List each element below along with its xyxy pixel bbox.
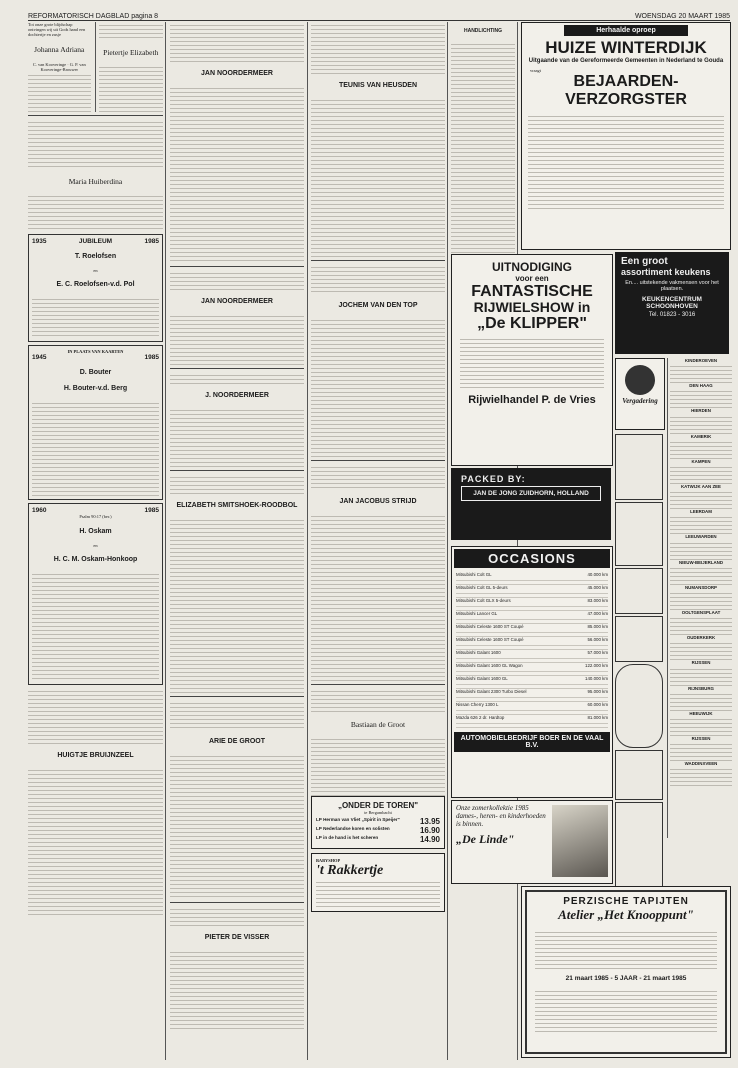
occasion-name: Mitsubishi Galant 2300 Turbo Diesel	[456, 689, 527, 694]
notice-title: IN PLAATS VAN KAARTEN	[67, 349, 124, 355]
jubilee-notice-1935	[28, 234, 163, 342]
text-block	[456, 681, 608, 689]
obituary-name: J. NOORDERMEER	[205, 392, 269, 399]
text-block	[99, 22, 163, 40]
church-location: NUMANSDORP	[685, 584, 717, 590]
church-location: KAMERIK	[690, 433, 712, 439]
text-block	[311, 22, 445, 74]
text-block	[170, 517, 304, 693]
text-block	[670, 615, 732, 635]
year-start: 1935	[32, 238, 47, 246]
ad-keukens	[615, 252, 729, 354]
text-block	[32, 296, 159, 338]
ad-subtitle: Uitgaande van de Gereformeerde Gemeenten in Nederland te Gouda	[528, 58, 724, 64]
column-rule	[165, 22, 166, 1060]
ad-babyshop	[311, 853, 445, 912]
obituary-name: HUIGTJE BRUIJNZEEL	[57, 751, 134, 759]
text-block	[456, 590, 608, 598]
ad-huize-winterdijk	[521, 22, 731, 250]
ad-line: dames-, heren- en kinderhoeden	[456, 812, 546, 820]
occasion-name: Mitsubishi Colt GLX 5-deurs	[456, 598, 511, 603]
text-block	[670, 464, 732, 484]
church-location: HIERDEN	[691, 408, 711, 414]
text-block	[528, 113, 724, 209]
text-block	[170, 313, 304, 365]
text-block	[535, 929, 717, 969]
column-obituaries-2	[311, 22, 445, 1060]
birth-parents: C. van Kooveringe · G. P. van Kooveringe-Brouwer	[32, 61, 86, 72]
text-block	[456, 603, 608, 611]
text-block	[311, 736, 445, 796]
church-location: RIJSSEN	[691, 660, 711, 666]
text-block	[456, 616, 608, 624]
ad-shop-name: KEUKENCENTRUM SCHOONHOVEN	[642, 296, 702, 310]
small-ad	[615, 568, 663, 614]
occasion-name: Mitsubishi Galant 1600 GL	[456, 676, 508, 681]
text-block	[535, 988, 717, 1032]
church-location: KAMPEN	[691, 458, 711, 464]
text-block	[670, 540, 732, 560]
text-block	[311, 97, 445, 257]
occasion-km: 95.000 km	[587, 689, 608, 694]
text-block	[670, 414, 732, 434]
text-block	[670, 388, 732, 408]
occasion-name: Mitsubishi Galant 1600 GL Wagon	[456, 663, 523, 668]
anniversary-notice-1945	[28, 345, 163, 500]
jubilee-name-2: E. C. Roelofsen-v.d. Pol	[56, 281, 135, 289]
text-block	[28, 193, 163, 231]
notice-title: JUBILEUM	[78, 238, 113, 246]
hat-photo	[552, 805, 608, 877]
ad-title: HUIZE WINTERDIJK	[545, 38, 707, 57]
birth-intro: Tot onze grote blijdschap ontvingen wij uit Gods hand een dochtertje en zusje	[28, 22, 86, 38]
small-ad	[615, 664, 663, 748]
text-block	[170, 22, 304, 62]
text-block	[456, 720, 608, 728]
occasion-km: 60.000 km	[587, 702, 608, 707]
small-ad	[615, 616, 663, 662]
text-block	[670, 716, 732, 736]
text-block	[28, 72, 91, 112]
occasion-km: 81.000 km	[587, 715, 608, 720]
ad-label: BABYSHOP	[316, 858, 341, 864]
conjunction: en	[93, 268, 98, 274]
header-right: WOENSDAG 20 MAART 1985	[634, 13, 730, 20]
anniversary-name-1: D. Bouter	[79, 369, 112, 377]
occasion-name: Mitsubishi Galant 1600	[456, 650, 501, 655]
year-end: 1985	[144, 507, 159, 515]
text-block	[451, 41, 515, 271]
church-location: OUDERKERK	[686, 635, 716, 641]
ad-title: PACKED BY:	[461, 474, 526, 484]
church-location: RIJNSBURG	[688, 685, 714, 691]
ad-price: 13.95	[419, 817, 440, 827]
column-birth-notices	[28, 22, 163, 1060]
ad-item: LP Nederlandse koren en solisten	[316, 826, 390, 832]
text-block	[311, 464, 445, 490]
obituary-name: ELIZABETH SMITSHOEK-ROODBOL	[176, 502, 298, 509]
column-rule	[517, 22, 518, 1060]
text-block	[456, 694, 608, 702]
occasion-name: Mitsubishi Celeste 1600 ST Coupé	[456, 624, 524, 629]
text-block	[670, 590, 732, 610]
occasion-km: 140.000 km	[585, 676, 608, 681]
column-rule	[447, 22, 448, 1060]
occasion-name: Mitsubishi Colt GL	[456, 572, 492, 577]
text-block	[99, 64, 163, 112]
obituary-name: Bastiaan de Groot	[350, 719, 406, 729]
text-block	[670, 691, 732, 711]
occasion-name: Mazda 626 2 dr. Hardtop	[456, 715, 505, 720]
ad-headline: „De KLIPPER"	[477, 315, 587, 332]
text-block	[170, 700, 304, 730]
text-block	[670, 565, 732, 585]
small-ad	[615, 502, 663, 566]
ad-headline: UITNODIGING	[492, 260, 572, 274]
ad-vergadering	[615, 358, 665, 430]
jubilee-name-1: T. Roelofsen	[74, 253, 117, 261]
occasion-km: 47.000 km	[587, 611, 608, 616]
obituary-name: JOCHEM VAN DEN TOP	[338, 302, 418, 309]
church-location: KATWIJK AAN ZEE	[680, 484, 721, 490]
ad-dealer: Rijwielhandel P. de Vries	[468, 394, 596, 406]
text-block	[28, 119, 163, 169]
text-block	[32, 571, 159, 681]
ad-line: Een groot	[621, 256, 668, 267]
ad-subtitle: te Bergambacht	[364, 810, 392, 815]
occasions-list	[452, 570, 612, 730]
ad-title: Vergadering	[622, 397, 658, 405]
text-block	[170, 372, 304, 384]
ad-title: 't Rakkertje	[316, 863, 384, 879]
text-block	[28, 767, 163, 917]
text-block	[28, 688, 163, 744]
page-header	[28, 8, 730, 21]
ad-line: Onze zomerkollektie 1985	[456, 804, 529, 812]
ad-price: 16.90	[419, 826, 440, 836]
text-block	[460, 336, 604, 390]
ad-rijwielshow	[451, 254, 613, 466]
text-block	[170, 753, 304, 899]
ad-shop-name: „De Linde"	[456, 832, 515, 846]
ad-headline: BEJAARDEN-	[573, 73, 679, 91]
bible-verse: Psalm 90:17 (ber.)	[79, 514, 112, 520]
church-location: KINDEROEVEN	[684, 358, 718, 363]
text-block	[670, 363, 732, 383]
ad-title: OCCASIONS	[454, 549, 610, 568]
occasion-km: 85.000 km	[587, 624, 608, 629]
ad-headline: RIJWIELSHOW in	[473, 299, 591, 315]
church-location: RIJSSEN	[691, 736, 711, 742]
column-rule	[307, 22, 308, 1060]
ad-title: PERZISCHE TAPIJTEN	[563, 896, 689, 907]
ad-item: LP Herman van Vliet „Spirit in Speijer"	[316, 817, 400, 823]
text-block	[670, 489, 732, 509]
ad-line: is binnen.	[456, 820, 484, 828]
church-location: LEERDAM	[690, 509, 712, 515]
ad-item: LP in de hand is het scheren	[316, 835, 379, 841]
obituary-name: JAN NOORDERMEER	[201, 298, 273, 305]
ad-top: Herhaalde oproep	[564, 25, 688, 36]
text-block	[311, 513, 445, 681]
occasion-name: Mitsubishi Celeste 1600 ST Coupé	[456, 637, 524, 642]
occasion-name: Mitsubishi Colt GL 5-deurs	[456, 585, 508, 590]
anniversary-notice-1960	[28, 503, 163, 684]
birth-name: Johanna Adriana	[34, 45, 85, 55]
text-block	[32, 400, 159, 496]
occasion-km: 45.000 km	[587, 585, 608, 590]
ad-line: assortiment keukens	[621, 267, 711, 277]
year-end: 1985	[144, 238, 159, 246]
church-location: WADDINXVEEN	[684, 761, 718, 767]
text-block	[170, 407, 304, 467]
text-block	[456, 707, 608, 715]
year-start: 1960	[32, 507, 47, 515]
text-block	[670, 640, 732, 660]
occasion-km: 40.000 km	[587, 572, 608, 577]
ad-phone: Tel. 01823 - 3016	[648, 312, 696, 318]
church-location: OOLTGENSPLAAT	[681, 610, 721, 616]
occasion-km: 57.000 km	[587, 650, 608, 655]
text-block	[316, 879, 440, 907]
obituary-name: TEUNIS VAN HEUSDEN	[338, 82, 418, 89]
text-block	[670, 514, 732, 534]
anniversary-name-2: H. Bouter-v.d. Berg	[63, 385, 128, 393]
text-block	[670, 741, 732, 761]
section-title: HANDLICHTING	[463, 28, 503, 34]
church-location: NIEUW-BEIJERLAND	[678, 559, 724, 565]
ad-dealer: AUTOMOBIELBEDRIJF BOER EN DE VAAL B.V.	[454, 732, 610, 752]
text-block	[456, 629, 608, 637]
text-block	[311, 317, 445, 457]
ad-packed-by	[451, 468, 611, 540]
text-block	[456, 577, 608, 585]
text-block	[170, 474, 304, 494]
obituary-name: PIETER DE VISSER	[204, 934, 270, 941]
text-block	[311, 688, 445, 712]
anniversary-name-2: H. C. M. Oskam-Honkoop	[53, 555, 138, 563]
church-location: LEEUWARDEN	[685, 534, 717, 540]
year-start: 1945	[32, 354, 47, 362]
church-location: HEEUWIJK	[689, 710, 713, 716]
church-location: DEN HAAG	[689, 383, 713, 389]
text-block	[170, 85, 304, 263]
ad-headline: voor een	[515, 274, 549, 283]
text-block	[311, 264, 445, 294]
occasion-km: 122.000 km	[585, 663, 608, 668]
ad-de-linde	[451, 800, 613, 884]
text-block	[456, 655, 608, 663]
small-ad	[615, 750, 663, 800]
text-block	[170, 906, 304, 926]
ad-headline: VERZORGSTER	[565, 91, 687, 109]
ad-shop-name: Atelier „Het Knooppunt"	[558, 907, 694, 922]
conjunction: en	[93, 542, 98, 548]
text-block	[670, 439, 732, 459]
text-block	[170, 949, 304, 1029]
logo	[625, 365, 655, 395]
ad-company: JAN DE JONG ZUIDHORN, HOLLAND	[461, 486, 601, 501]
occasion-km: 83.000 km	[587, 598, 608, 603]
ad-title: „ONDER DE TOREN"	[337, 801, 419, 810]
text-block	[170, 270, 304, 290]
column-obituaries-1	[170, 22, 304, 1060]
anniversary-name-1: H. Oskam	[79, 527, 112, 535]
text-block	[670, 666, 732, 686]
ad-line: En.... uitstekende vakmensen voor het plaatsen.	[625, 280, 719, 292]
birth-name-3: Maria Huiberdina	[68, 176, 123, 186]
text-block	[670, 766, 732, 786]
obituary-name: ARIE DE GROOT	[208, 738, 265, 745]
header-left: REFORMATORISCH DAGBLAD pagina 8	[28, 13, 159, 20]
ad-occasions	[451, 546, 613, 798]
birth-name-2: Pietertje Elizabeth	[103, 47, 159, 57]
occasion-km: 56.000 km	[587, 637, 608, 642]
text-block	[456, 668, 608, 676]
occasion-name: Nissan Cherry 1300 L	[456, 702, 499, 707]
ad-text: vraagt	[530, 68, 541, 73]
year-end: 1985	[144, 354, 159, 362]
small-ad	[615, 434, 663, 500]
obituary-name: JAN JACOBUS STRIJD	[339, 498, 417, 505]
ad-dates: 21 maart 1985 - 5 JAAR - 21 maart 1985	[565, 975, 687, 982]
ad-price: 14.90	[419, 835, 440, 845]
ad-onder-de-toren	[311, 796, 445, 849]
obituary-name: JAN NOORDERMEER	[201, 70, 273, 77]
text-block	[456, 642, 608, 650]
ad-perzische-tapijten	[521, 886, 731, 1058]
ad-headline: FANTASTISCHE	[471, 283, 593, 300]
occasion-name: Mitsubishi Lancer GL	[456, 611, 498, 616]
church-services-list	[667, 358, 732, 838]
